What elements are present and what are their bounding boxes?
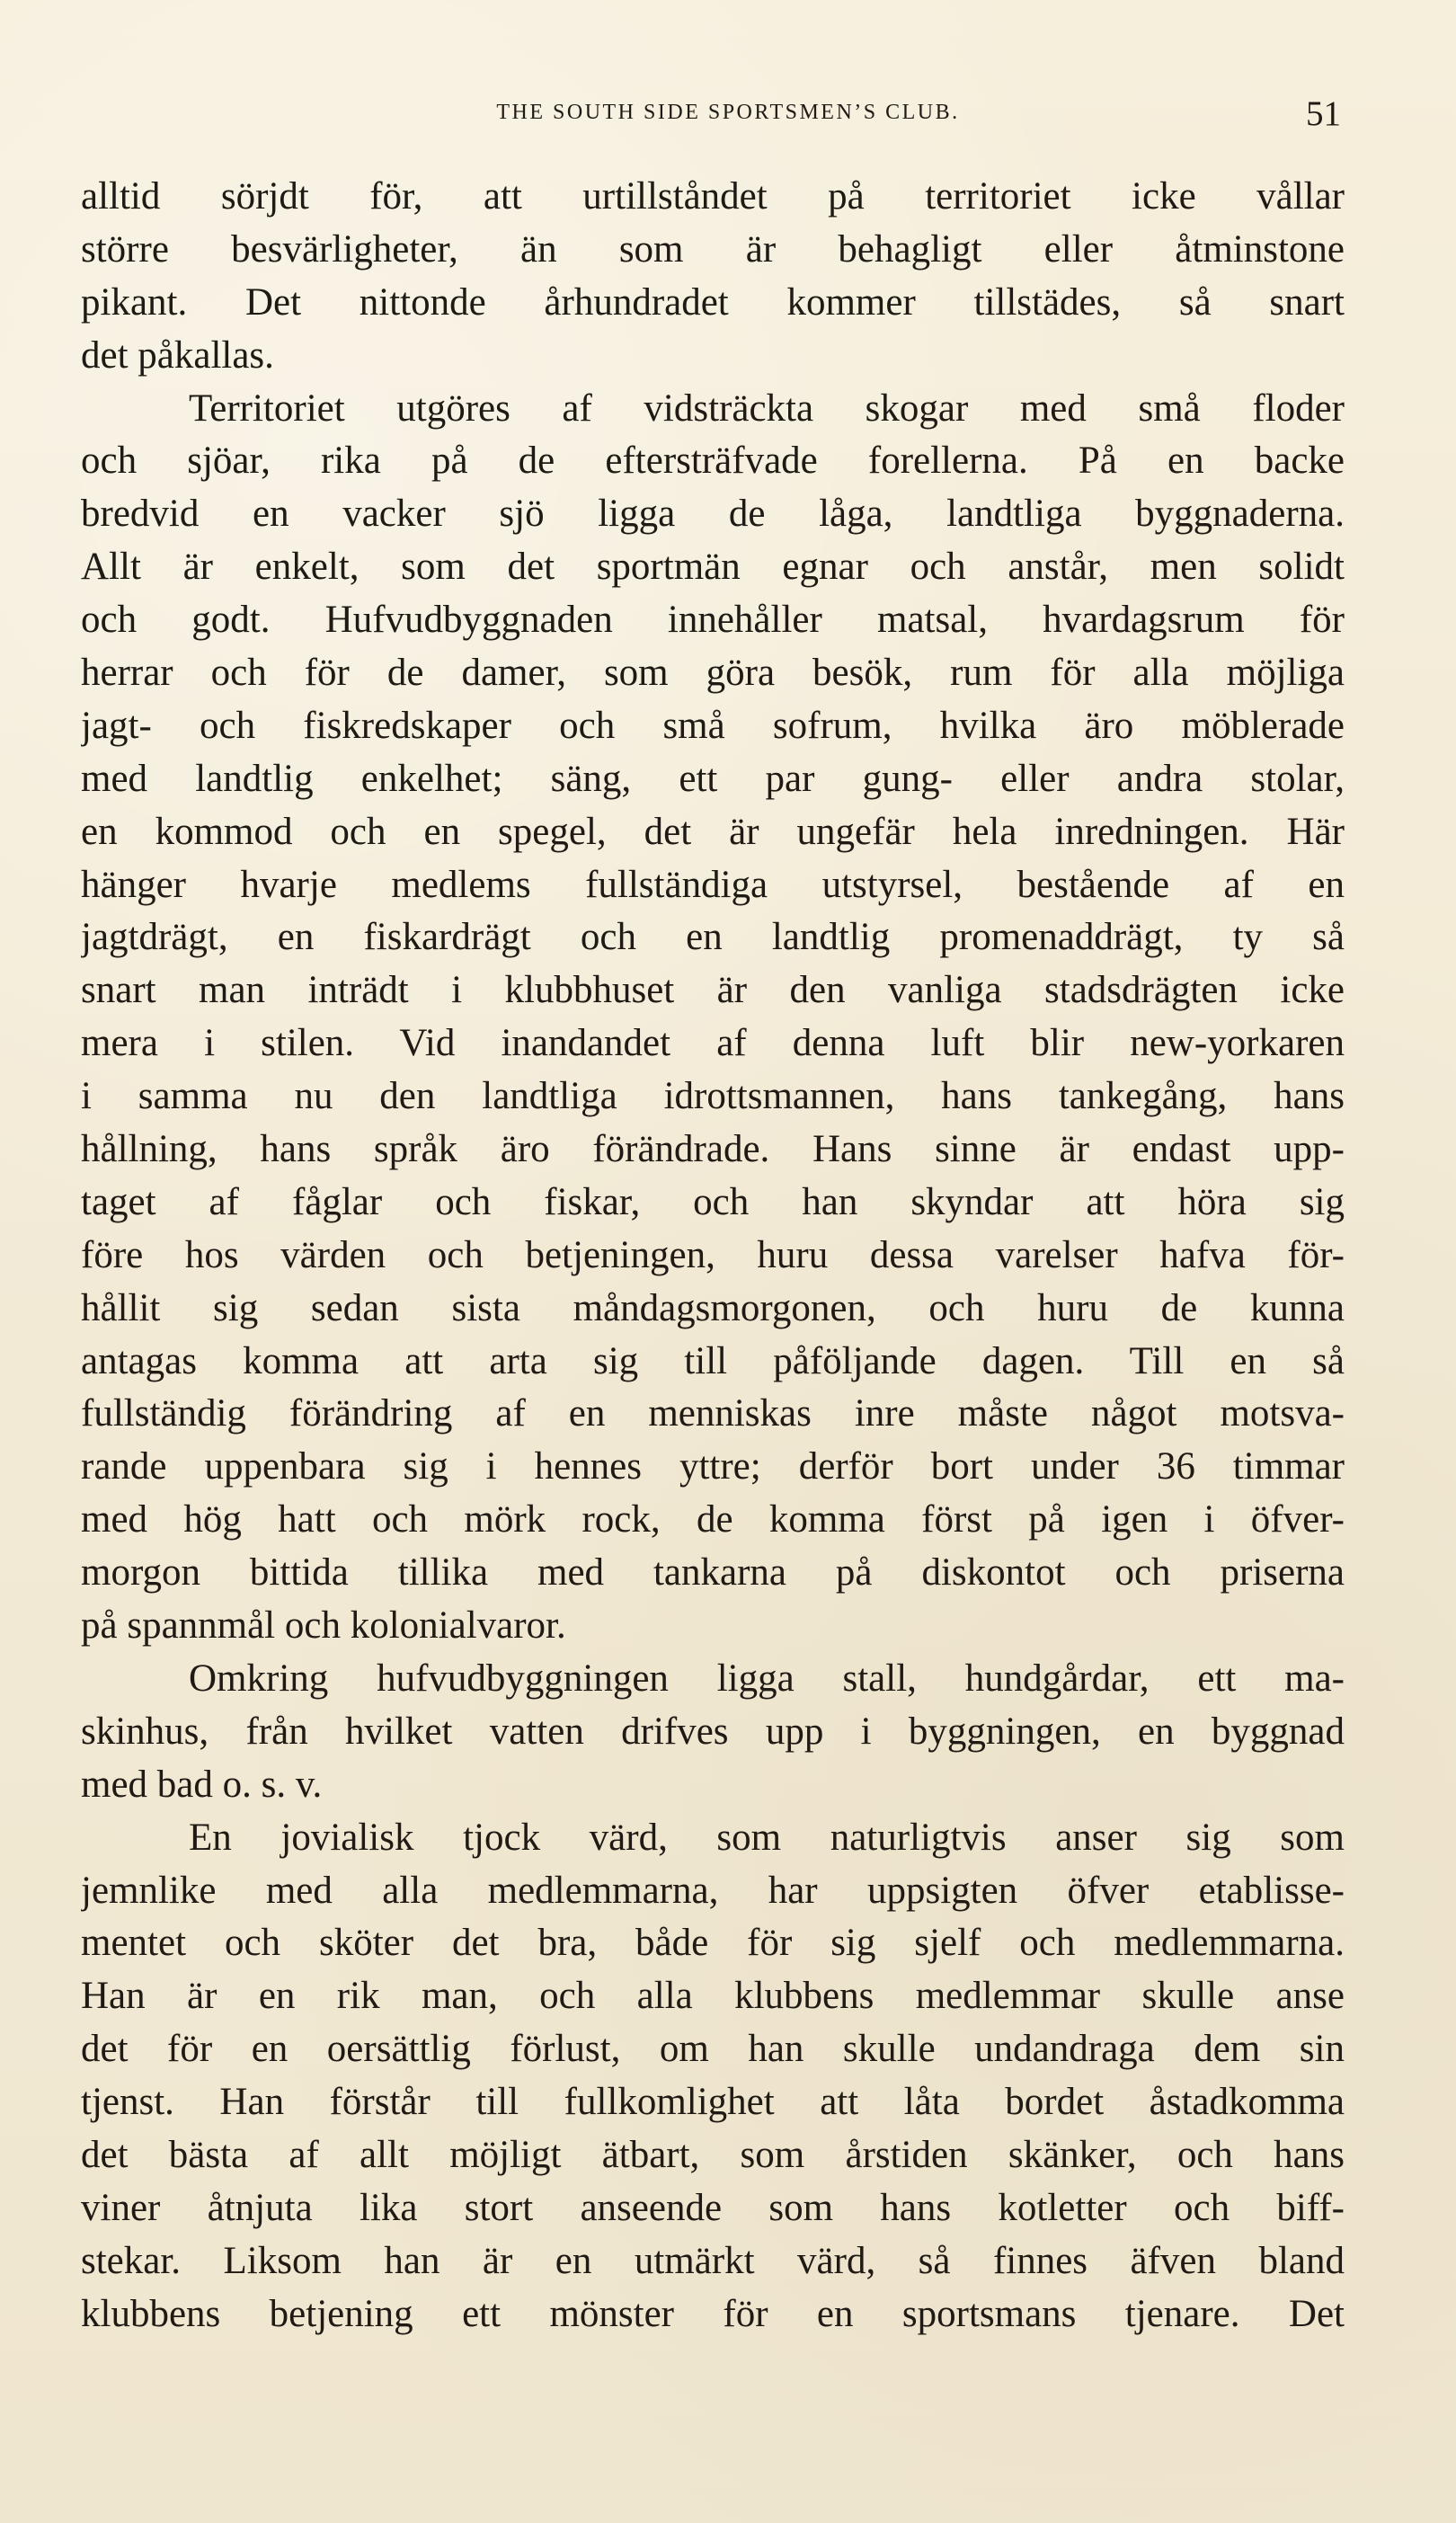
text-line: hänger hvarje medlems fullständiga utstyrsel, bestående af en (81, 863, 1345, 906)
text-line: Territoriet utgöres af vidsträckta skogar med små floder (189, 386, 1345, 430)
text-line: jemnlike med alla medlemmarna, har uppsigten öfver etablisse- (81, 1869, 1345, 1912)
running-head: THE SOUTH SIDE SPORTSMEN’S CLUB. (496, 101, 960, 124)
text-line: det bästa af allt möjligt ätbart, som årstiden skänker, och hans (81, 2133, 1345, 2176)
text-line: större besvärligheter, än som är behagligt eller åtminstone (81, 227, 1345, 271)
text-line: pikant. Det nittonde århundradet kommer tillstädes, så snart (81, 280, 1345, 324)
text-line: det påkallas. (81, 333, 274, 377)
text-line: bredvid en vacker sjö ligga de låga, landtliga byggnaderna. (81, 493, 1345, 536)
text-line: stekar. Liksom han är en utmärkt värd, så finnes äfven bland (81, 2239, 1345, 2282)
text-line: rande uppenbara sig i hennes yttre; derför bort under 36 timmar (81, 1445, 1345, 1488)
text-line: det för en oersättlig förlust, om han skulle undandraga dem sin (81, 2028, 1345, 2071)
text-line: skinhus, från hvilket vatten drifves upp i byggningen, en byggnad (81, 1710, 1345, 1753)
text-line: tjenst. Han förstår till fullkomlighet att låta bordet åstadkomma (81, 2081, 1345, 2124)
text-line: Han är en rik man, och alla klubbens medlemmar skulle anse (81, 1975, 1345, 2018)
text-line: snart man inträdt i klubbhuset är den vanliga stadsdrägten icke (81, 969, 1345, 1012)
text-line: viner åtnjuta lika stort anseende som hans kotletter och biff- (81, 2186, 1345, 2229)
body-text (81, 171, 1345, 2341)
text-line: herrar och för de damer, som göra besök, rum för alla möjliga (81, 652, 1345, 695)
text-line: morgon bittida tillika med tankarna på diskontot och priserna (81, 1551, 1345, 1595)
text-line: med bad o. s. v. (81, 1763, 323, 1806)
text-line: mera i stilen. Vid inandandet af denna luft blir new-yorkaren (81, 1022, 1345, 1065)
text-line: före hos värden och betjeningen, huru dessa varelser hafva för- (81, 1233, 1345, 1276)
text-line: med hög hatt och mörk rock, de komma först på igen i öfver- (81, 1498, 1345, 1541)
text-line: klubbens betjening ett mönster för en sportsmans tjenare. Det (81, 2292, 1345, 2335)
text-line: Allt är enkelt, som det sportmän egnar och anstår, men solidt (81, 546, 1345, 589)
text-line: med landtlig enkelhet; säng, ett par gung- eller andra stolar, (81, 757, 1345, 800)
text-line: på spannmål och kolonialvaror. (81, 1604, 566, 1648)
text-line: jagt- och fiskredskaper och små sofrum, hvilka äro möblerade (81, 704, 1345, 747)
text-line: En jovialisk tjock värd, som naturligtvis anser sig som (189, 1816, 1345, 1859)
page-number: 51 (1306, 94, 1341, 133)
text-line: hållning, hans språk äro förändrade. Hans sinne är endast upp- (81, 1128, 1345, 1171)
text-line: taget af fåglar och fiskar, och han skyndar att höra sig (81, 1180, 1345, 1223)
page-header (81, 94, 1375, 137)
text-line: en kommod och en spegel, det är ungefär hela inredningen. Här (81, 810, 1345, 853)
text-line: Omkring hufvudbyggningen ligga stall, hundgårdar, ett ma- (189, 1657, 1345, 1700)
text-line: hållit sig sedan sista måndagsmorgonen, och huru de kunna (81, 1286, 1345, 1329)
text-line: och godt. Hufvudbyggnaden innehåller matsal, hvardagsrum för (81, 599, 1345, 642)
text-line: antagas komma att arta sig till påföljande dagen. Till en så (81, 1339, 1345, 1382)
text-line: och sjöar, rika på de eftersträfvade forellerna. På en backe (81, 440, 1345, 483)
text-line: i samma nu den landtliga idrottsmannen, hans tankegång, hans (81, 1075, 1345, 1118)
text-line: alltid sörjdt för, att urtillståndet på territoriet icke vållar (81, 175, 1345, 218)
text-line: jagtdrägt, en fiskardrägt och en landtlig promenaddrägt, ty så (81, 916, 1345, 959)
text-line: fullständig förändring af en menniskas inre måste något motsva- (81, 1392, 1345, 1435)
text-line: mentet och sköter det bra, både för sig sjelf och medlemmarna. (81, 1922, 1345, 1965)
